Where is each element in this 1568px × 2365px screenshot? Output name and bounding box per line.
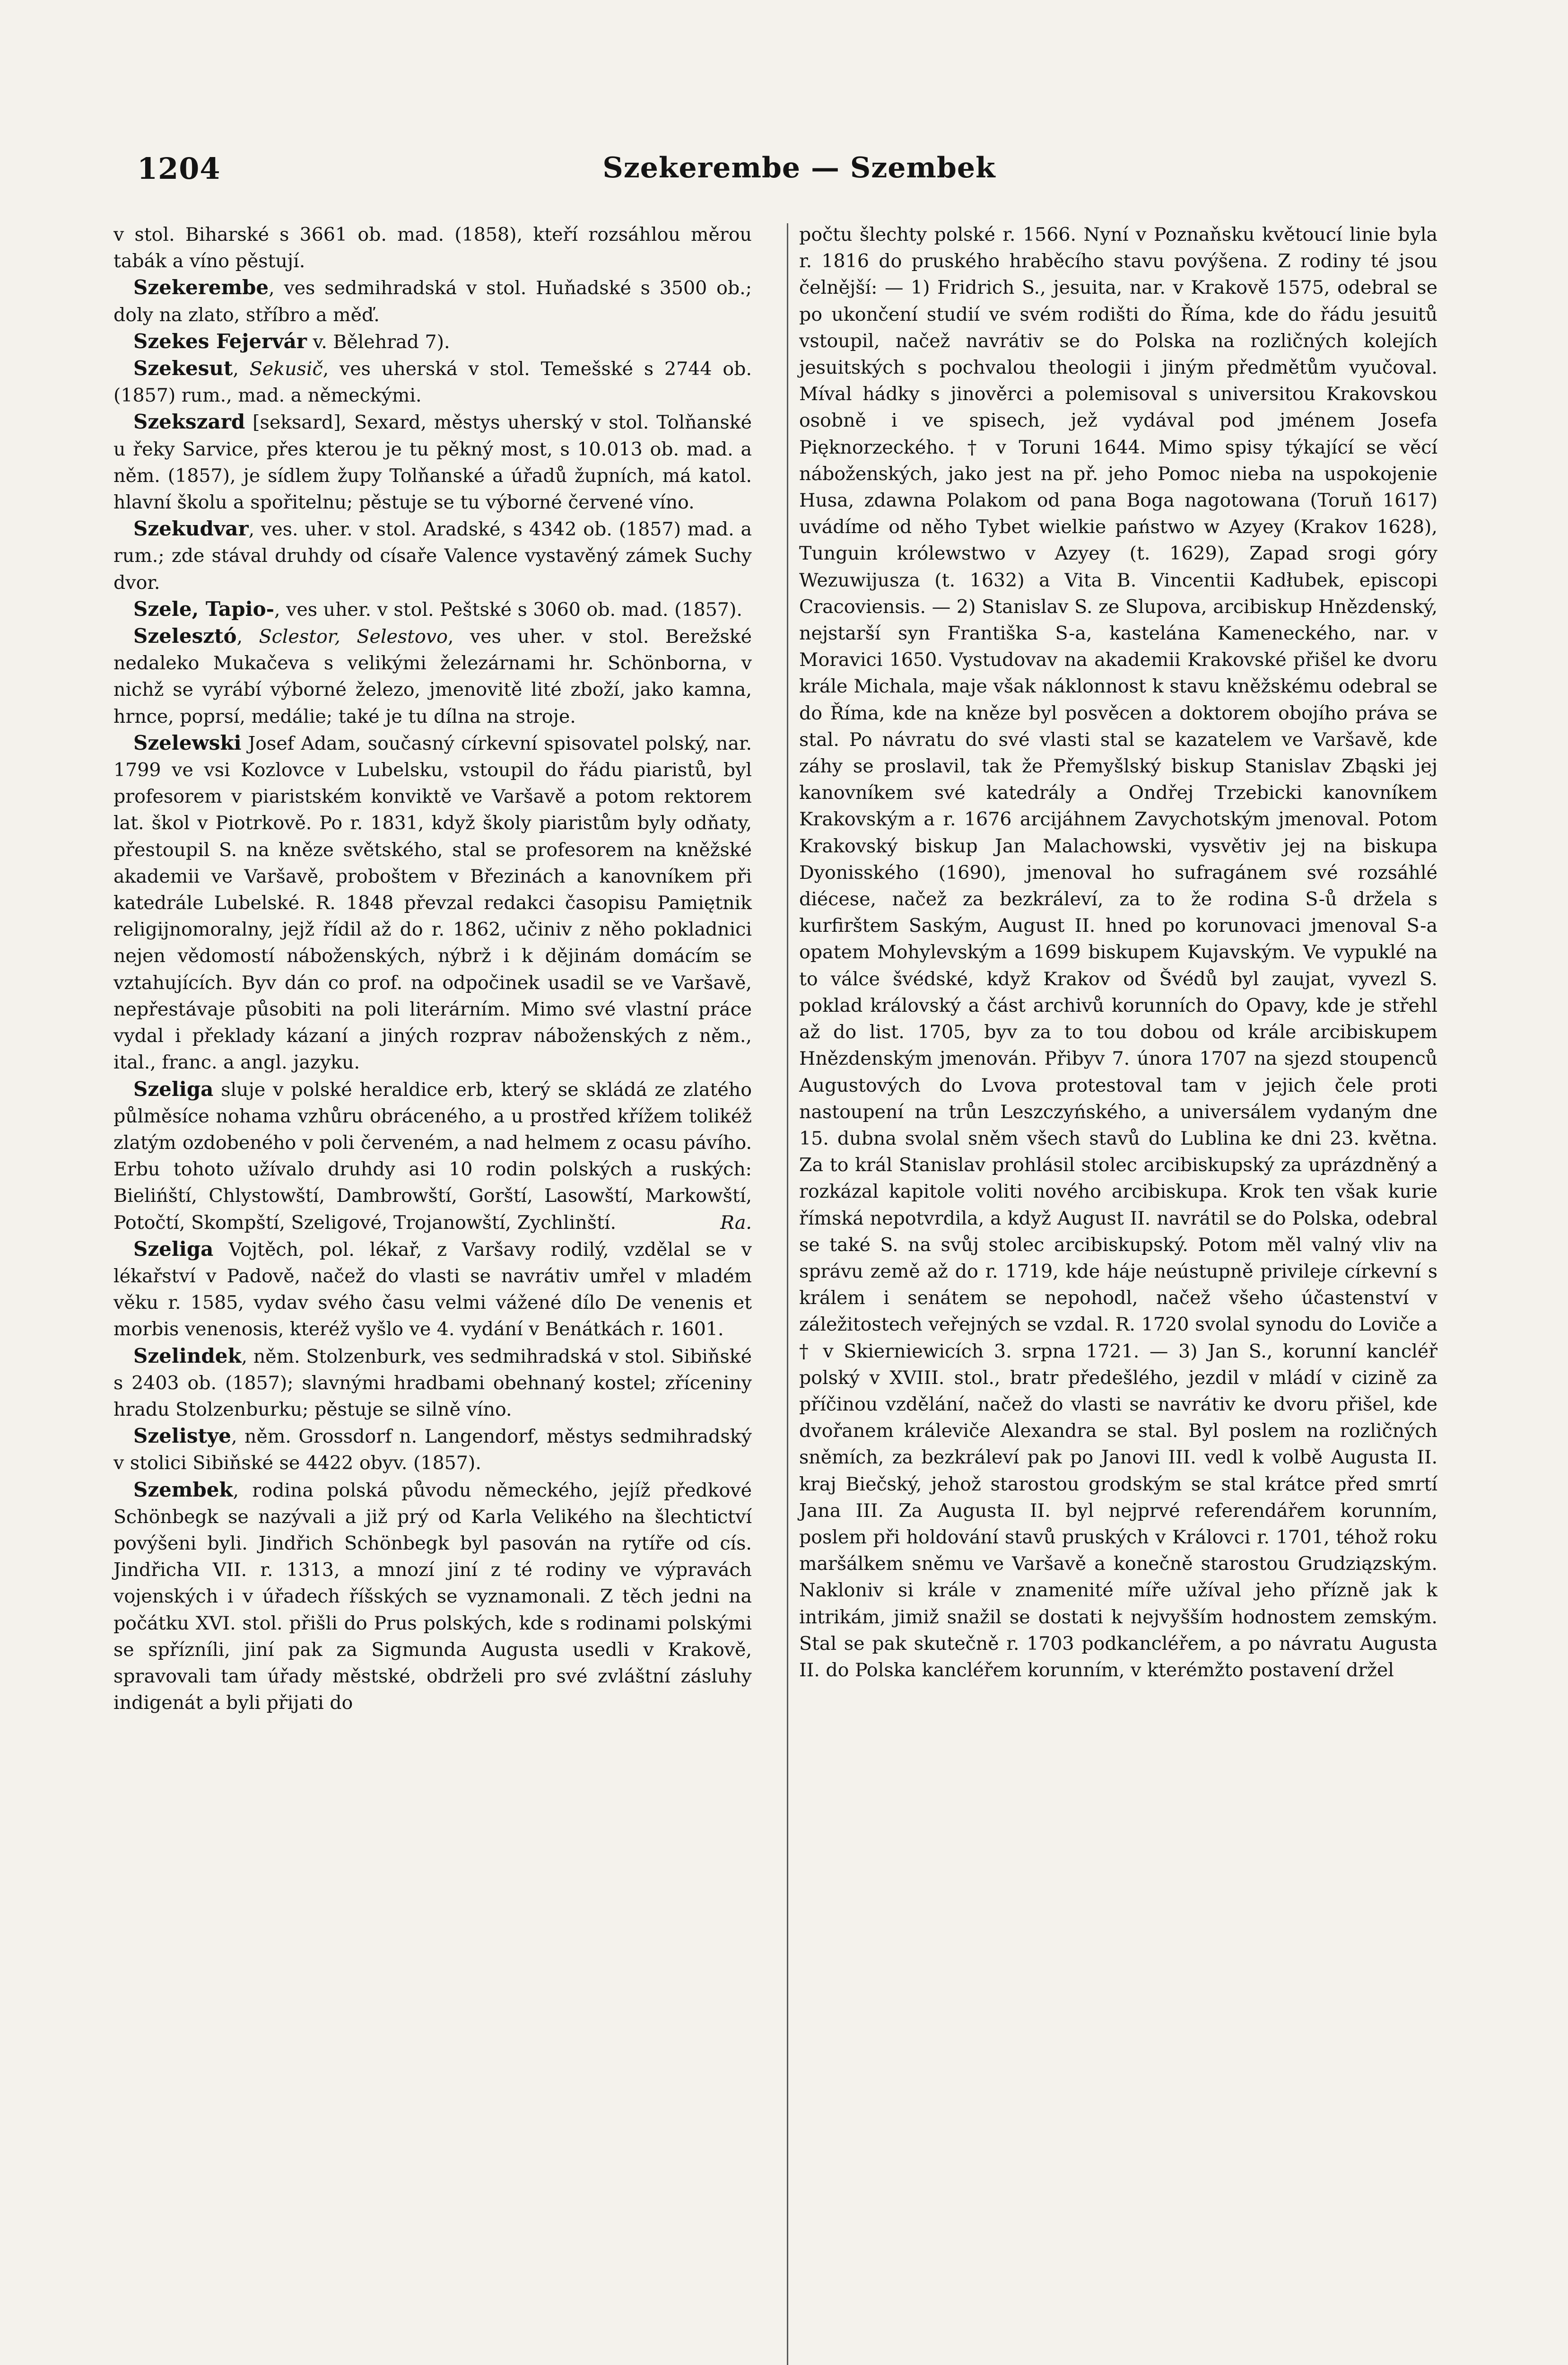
entry-szeliga-erb: Szeliga sluje v polské heraldice erb, který se skládá ze zlatého půlměsíce nohama vzhůru obráceného, a u prostřed křížem tolikéž zlatým ozdobeného v poli červeném, a nad helmem z ocasu pávího. Erbu tohoto užívalo druhdy asi 10 rodin polských a ruských: Bielińští, Chlystowští, Dambrowští, Gorští, Lasowští, Markowští, Potočtí, Skompští, Szeligové, Trojanowští, Zychlinští. Ra.: [113, 1076, 752, 1236]
running-head: Szekerembe — Szembek: [602, 151, 996, 184]
entry-szekudvar: Szekudvar, ves. uher. v stol. Aradské, s 4342 ob. (1857) mad. a rum.; zde stával druhdy od císaře Valence vystavěný zámek Suchy dvor.: [113, 517, 752, 594]
author-signature: Ra.: [720, 1211, 752, 1234]
entry-continuation: v stol. Biharské s 3661 ob. mad. (1858), kteří rozsáhlou měrou tabák a víno pěstují.: [113, 224, 752, 272]
entry-szembek: Szembek, rodina polská původu německého, jejíž předkové Schönbegk se nazývali a již prý od Karla Velikého na šlechtictví povýšeni byli. Jindřich Schönbegk byl pasován na rytíře od cís. Jindřicha VII. r. 1313, a mnozí jiní z té rodiny ve výpravách vojenských i v úřadech říšských se vyznamonali. Z těch jedni na počátku XVI. stol. přišli do Prus polských, kde s rodinami polskými se spřízníli, jiní pak za Sigmunda Augusta usedli v Krakově, spravovali tam úřady městské, obdrželi pro své zvláštní zásluhy indigenát a byli přijati do: [113, 1478, 752, 1714]
entry-szelindek: Szelindek, něm. Stolzenburk, ves sedmihradská v stol. Sibiňské s 2403 ob. (1857); slavnými hradbami obehnaný kostel; zříceniny hradu Stolzenburku; pěstuje se silně víno.: [113, 1344, 752, 1420]
entry-szekesut: Szekesut, Sekusič, ves uherská v stol. Temešské s 2744 ob. (1857) rum., mad. a německými.: [113, 357, 752, 407]
headword: Szelewski: [133, 731, 242, 754]
variant-name: Sclestor, Selestovo: [259, 626, 448, 648]
headword: Szeliga: [133, 1077, 214, 1101]
headword: Szekesut: [133, 357, 233, 380]
entry-szele: Szele, Tapio-, ves uher. v stol. Peštské s 3060 ob. mad. (1857).: [133, 597, 742, 621]
right-column: [799, 221, 1437, 1683]
headword: Szembek: [133, 1478, 233, 1501]
headword: Szeliga: [133, 1237, 214, 1261]
entry-szelistye: Szelistye, něm. Grossdorf n. Langendorf, městys sedmihradský v stolici Sibiňské se 4422 obyv. (1857).: [113, 1424, 752, 1474]
headword: Szekerembe: [133, 276, 269, 299]
entry-szembek-continued: počtu šlechty polské r. 1566. Nyní v Poznaňsku květoucí linie byla r. 1816 do pruského hraběcího stavu povýšena. Z rodiny té jsou čelnější: — 1) Fridrich S., jesuita, nar. v Krakově 1575, odebral se po ukončení studií ve svém rodišti do Říma, kde do řádu jesuitů vstoupil, načež navrátiv se do Polska na rozličných kolejích jesuitských s pochvalou theologii i jiným předmětům vyučoval. Míval hádky s jinověrci a polemisoval s universitou Krakovskou osobně i ve spisech, jež vydával pod jménem Josefa Pięknorzeckého. † v Toruni 1644. Mimo spisy týkající se věcí náboženských, jako jest na př. jeho Pomoc nieba na uspokojenie Husa, zdawna Polakom od pana Boga nagotowana (Toruň 1617) uvádíme od něho Tybet wielkie państwo w Azyey (Krakov 1628), Tunguin królewstwo v Azyey (t. 1629), Zapad srogi góry Wezuwijusza (t. 1632) a Vita B. Vincentii Kadłubek, episcopi Cracoviensis. — 2) Stanislav S. ze Slupova, arcibiskup Hnězdenský, nejstarší syn Františka S-a, kastelána Kameneckého, nar. v Moravici 1650. Vystudovav na akademii Krakovské přišel ke dvoru krále Michala, maje však náklonnost k stavu kněžskému odebral se do Říma, kde na kněze byl posvěcen a doktorem obojího práva se stal. Po návratu do své vlasti stal se kazatelem ve Varšavě, kde záhy se proslavil, tak že Přemyšlský biskup Stanislav Zbąski jej kanovníkem své katedrály a Ondřej Trzebicki kanovníkem Krakovským a r. 1676 arcijáhnem Zavychotským jmenoval. Potom Krakovský biskup Jan Malachowski, vysvětiv jej na biskupa Dyonisského (1690), jmenoval ho sufragánem své rozsáhlé diécese, načež za bezkráleví, za to že rodina S-ů držela s kurfirštem Saským, August II. hned po korunovaci jmenoval S-a opatem Mohylevským a 1699 biskupem Kujavským. Ve vypuklé na to válce švédské, když Krakov od Švédů byl zaujat, vyvezl S. poklad královský a část archivů korunních do Opavy, kde je střehl až do list. 1705, byv za to tou dobou od krále arcibiskupem Hnězdenským jmenován. Přibyv 7. února 1707 na sjezd stoupenců Augustových do Lvova protestoval tam v jejich čele proti nastoupení na trůn Leszczyńského, a universálem vydaným dne 15. dubna svolal sněm všech stavů do Lublina ke dni 23. května. Za to král Stanislav prohlásil stolec arcibiskupský za uprázdněný a rozkázal kapitole voliti nového arcibiskupa. Krok ten však kurie římská nepotvrdila, a když August II. navrátil se do Polska, odebral se také S. na svůj stolec arcibiskupský. Potom měl valný vliv na správu země až do r. 1719, kde háje neústupně privileje církevní s králem i senátem se nepohodl, načež všeho účastenství v záležitostech veřejných se vzdal. R. 1720 svolal synodu do Loviče a † v Skierniewicích 3. srpna 1721. — 3) Jan S., korunní kancléř polský v XVIII. stol., bratr předešlého, jezdil v mládí v cizině za příčinou vzdělání, načež do vlasti se navrátiv ke dvoru přišel, kde dvořanem králeviče Alexandra se stal. Byl poslem na rozličných sněmích, za bezkráleví pak po Janovi III. vedl k volbě Augusta II. kraj Biečský, jehož starostou grodským se stal krátce před smrtí Jana III. Za Augusta II. byl nejprvé referendářem korunním, poslem při holdování stavů pruských v Královci r. 1701, téhož roku maršálkem sněmu ve Varšavě a konečně starostou Grudziązským. Nakloniv si krále v znamenité míře užíval jeho přízně jak k intrikám, jimiž snažil se dostati k nejvyšším hodnostem zemským. Stal se pak skutečně r. 1703 podkancléřem, a po návratu Augusta II. do Polska kancléřem korunním, v kterémžto postavení držel: [799, 224, 1437, 1681]
entry-szelesztó: Szelesztó, Sclestor, Selestovo, ves uher. v stol. Berežské nedaleko Mukačeva s velikými železárnami hr. Schönborna, v nichž se vyrábí výborné železo, jmenovitě lité zboží, jako kamna, hrnce, poprsí, medálie; také je tu dílna na stroje.: [113, 624, 752, 727]
column-divider: [787, 223, 788, 2365]
headword: Szelesztó: [133, 624, 237, 648]
headword: Szelistye: [133, 1424, 231, 1448]
headword: Szekes Fejervár: [133, 329, 307, 353]
headword: Szele, Tapio-: [133, 597, 275, 621]
entry-szekszard: Szekszard [seksard], Sexard, městys uherský v stol. Tolňanské u řeky Sarvice, přes kterou je tu pěkný most, s 10.013 ob. mad. a něm. (1857), je sídlem župy Tolňanské a úřadů župních, má katol. hlavní školu a spořitelnu; pěstuje se tu výborné červené víno.: [113, 410, 752, 514]
headword: Szekszard: [133, 410, 245, 434]
page-number: 1204: [137, 151, 221, 186]
entry-szekerembe: Szekerembe, ves sedmihradská v stol. Huňadské s 3500 ob.; doly na zlato, stříbro a měď.: [113, 276, 752, 326]
left-column: [113, 221, 752, 1716]
headword: Szekudvar: [133, 517, 249, 541]
entry-szeliga-vojtech: Szeliga Vojtěch, pol. lékař, z Varšavy rodilý, vzdělal se v lékařství v Padově, načež do vlasti se navrátiv umřel v mladém věku r. 1585, vydav svého času velmi vážené dílo De venenis et morbis venenosis, kteréž vyšlo ve 4. vydání v Benátkách r. 1601.: [113, 1237, 752, 1340]
variant-name: Sekusič: [249, 358, 323, 380]
page-header: [137, 151, 1461, 203]
entry-szelewski: Szelewski Josef Adam, současný církevní spisovatel polský, nar. 1799 ve vsi Kozlovce v Lubelsku, vstoupil do řádu piaristů, byl profesorem v piaristském konviktě ve Varšavě a potom rektorem lat. škol v Piotrkově. Po r. 1831, když školy piaristům byly odňaty, přestoupil S. na kněze světského, stal se profesorem na kněžské akademii ve Varšavě, proboštem v Březinách a kanovníkem při katedrále Lubelské. R. 1848 převzal redakci časopisu Pamiętnik religijnomoralny, jejž řídil až do r. 1862, učiniv z něho pokladnici nejen vědomostí náboženských, nýbrž i k dějinám domácím se vztahujících. Byv dán co prof. na odpočinek usadil se ve Varšavě, nepřestávaje působiti na poli literárním. Mimo své vlastní práce vydal i překlady kázaní a jiných rozprav náboženských z něm., ital., franc. a angl. jazyku.: [113, 731, 752, 1074]
headword: Szelindek: [133, 1344, 242, 1367]
entry-szekes-fejervar: Szekes Fejervár v. Bělehrad 7).: [133, 329, 450, 353]
